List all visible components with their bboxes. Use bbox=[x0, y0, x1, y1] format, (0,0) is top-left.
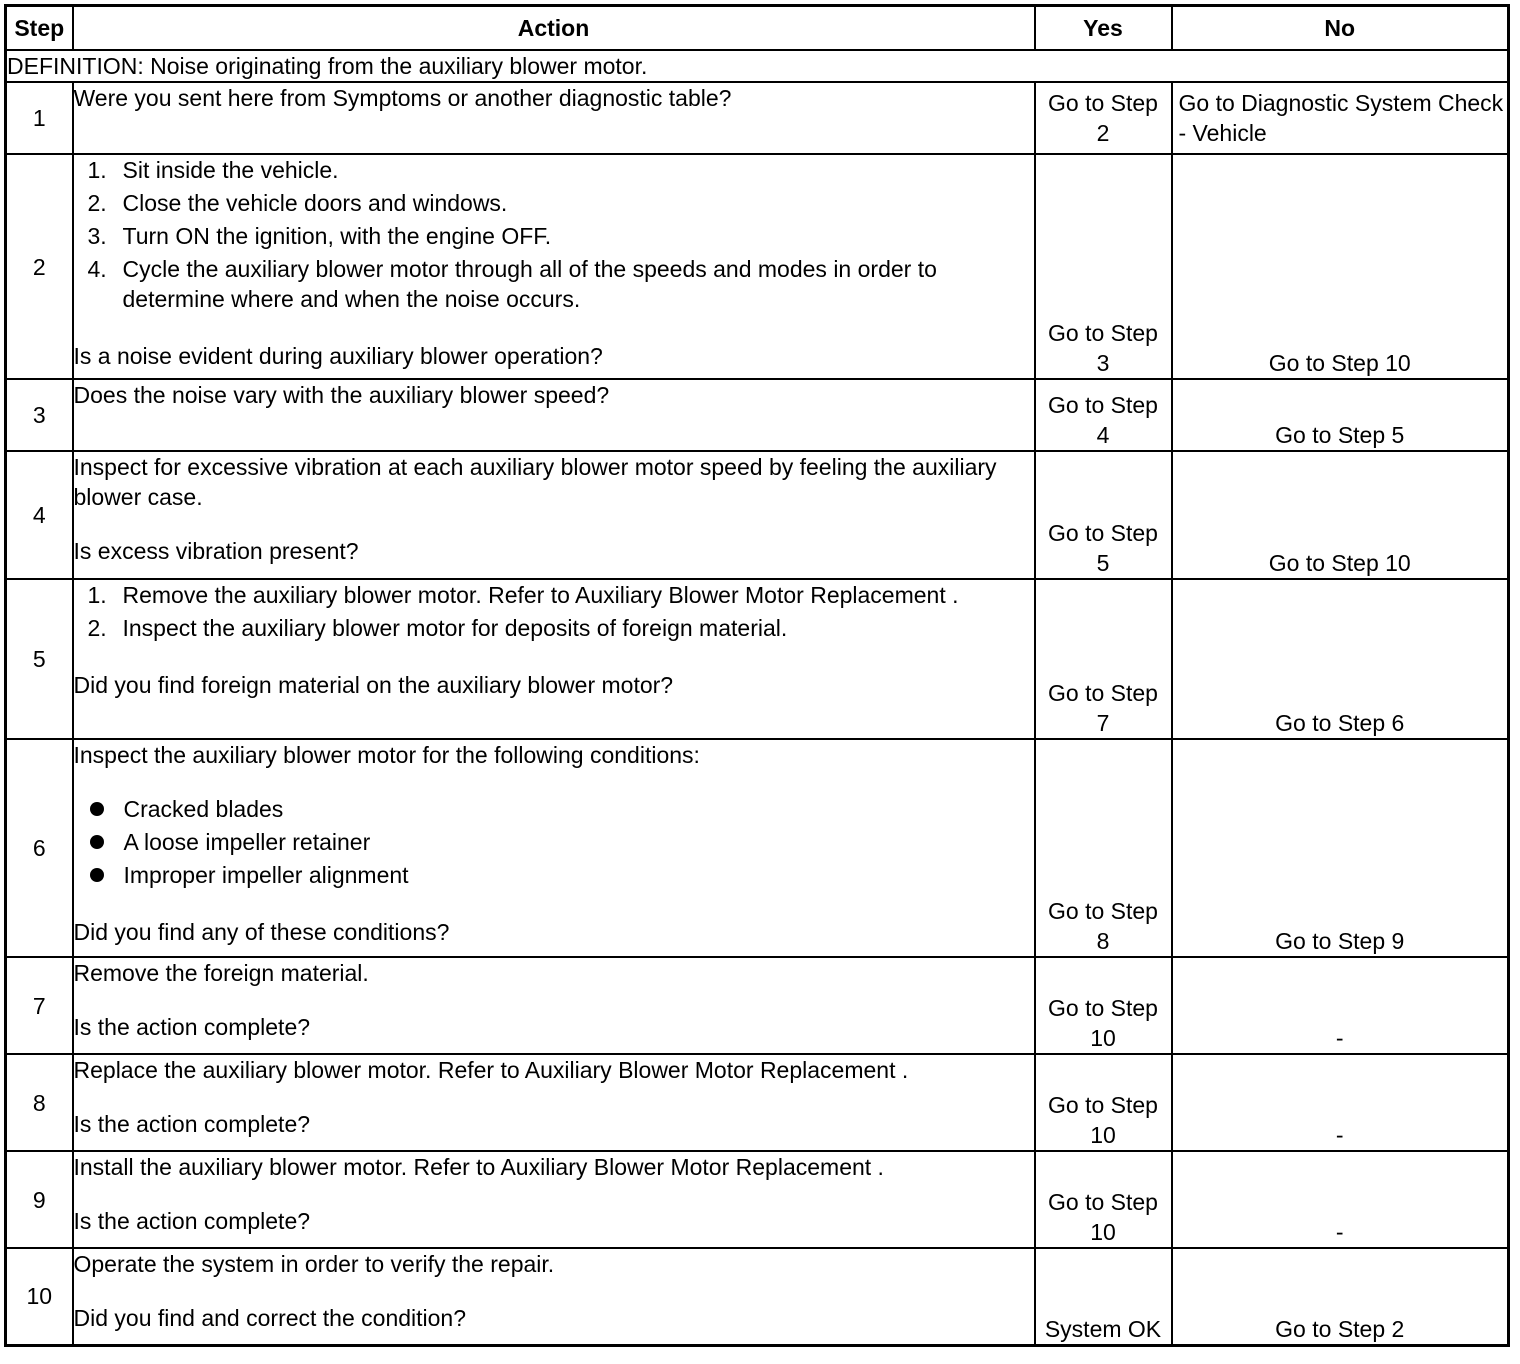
action-text: Install the auxiliary blower motor. Refer to Auxiliary Blower Motor Replacement . bbox=[73, 1154, 884, 1180]
action-cell bbox=[73, 82, 1035, 154]
yes-cell: Go to Step 10 bbox=[1035, 1151, 1172, 1248]
yes-cell: Go to Step 2 bbox=[1035, 82, 1172, 154]
bullet-icon bbox=[90, 802, 104, 816]
yes-cell: Go to Step 5 bbox=[1035, 451, 1172, 579]
bullet-icon bbox=[90, 835, 104, 849]
action-cell bbox=[73, 154, 1035, 379]
header-no: No bbox=[1172, 6, 1509, 51]
list-item: A loose impeller retainer bbox=[90, 827, 1034, 857]
procedure-list bbox=[74, 155, 1034, 314]
action-cell bbox=[73, 739, 1035, 957]
step-number: 2 bbox=[6, 154, 73, 379]
header-action: Action bbox=[73, 6, 1035, 51]
diagnostic-table-frame bbox=[4, 4, 1507, 1359]
diagnostic-table bbox=[4, 4, 1510, 1347]
step-number: 10 bbox=[6, 1248, 73, 1345]
header-yes: Yes bbox=[1035, 6, 1172, 51]
action-text: Operate the system in order to verify the repair. bbox=[73, 1251, 555, 1277]
action-text: Remove the foreign material. bbox=[73, 960, 369, 986]
action-text: Replace the auxiliary blower motor. Refer to Auxiliary Blower Motor Replacement . bbox=[73, 1057, 909, 1083]
action-text: Were you sent here from Symptoms or another diagnostic table? bbox=[73, 85, 732, 111]
step-number: 6 bbox=[6, 739, 73, 957]
list-item: Improper impeller alignment bbox=[90, 860, 1034, 890]
table-row bbox=[6, 957, 1509, 1054]
action-cell bbox=[73, 1054, 1035, 1151]
yes-cell: Go to Step 10 bbox=[1035, 957, 1172, 1054]
action-cell bbox=[73, 1248, 1035, 1345]
yes-cell: Go to Step 7 bbox=[1035, 579, 1172, 739]
action-text: Inspect for excessive vibration at each auxiliary blower motor speed by feeling the auxiliary blower case. bbox=[73, 454, 997, 510]
no-cell: Go to Step 9 bbox=[1172, 739, 1509, 957]
procedure-list bbox=[74, 580, 1034, 643]
table-row bbox=[6, 1151, 1509, 1248]
step-number: 1 bbox=[6, 82, 73, 154]
header-row bbox=[6, 6, 1509, 51]
list-item: 1. Sit inside the vehicle. bbox=[87, 157, 339, 183]
step-number: 9 bbox=[6, 1151, 73, 1248]
table-row bbox=[6, 379, 1509, 451]
no-cell: Go to Step 6 bbox=[1172, 579, 1509, 739]
table-row bbox=[6, 82, 1509, 154]
table-row bbox=[6, 1054, 1509, 1151]
table-row bbox=[6, 154, 1509, 379]
bullet-icon bbox=[90, 868, 104, 882]
yes-cell: System OK bbox=[1035, 1248, 1172, 1345]
action-cell bbox=[73, 957, 1035, 1054]
question-text: Is the action complete? bbox=[73, 1014, 311, 1040]
question-text: Is a noise evident during auxiliary blower operation? bbox=[73, 343, 603, 369]
yes-cell: Go to Step 8 bbox=[1035, 739, 1172, 957]
action-text: Does the noise vary with the auxiliary blower speed? bbox=[73, 382, 610, 408]
step-number: 3 bbox=[6, 379, 73, 451]
header-step: Step bbox=[6, 6, 73, 51]
step-number: 4 bbox=[6, 451, 73, 579]
table-row bbox=[6, 739, 1509, 957]
definition-row bbox=[6, 50, 1509, 82]
no-cell: Go to Step 10 bbox=[1172, 154, 1509, 379]
condition-list bbox=[74, 794, 1034, 890]
table-row bbox=[6, 579, 1509, 739]
step-number: 7 bbox=[6, 957, 73, 1054]
yes-cell: Go to Step 10 bbox=[1035, 1054, 1172, 1151]
no-cell: Go to Step 5 bbox=[1172, 379, 1509, 451]
step-number: 5 bbox=[6, 579, 73, 739]
step-number: 8 bbox=[6, 1054, 73, 1151]
no-cell: Go to Diagnostic System Check - Vehicle bbox=[1172, 82, 1509, 154]
question-text: Did you find any of these conditions? bbox=[73, 919, 450, 945]
definition-text: DEFINITION: Noise originating from the auxiliary blower motor. bbox=[6, 50, 1509, 82]
action-cell bbox=[73, 1151, 1035, 1248]
yes-cell: Go to Step 4 bbox=[1035, 379, 1172, 451]
action-cell bbox=[73, 451, 1035, 579]
no-cell: - bbox=[1172, 1054, 1509, 1151]
question-text: Did you find foreign material on the auxiliary blower motor? bbox=[73, 672, 674, 698]
question-text: Did you find and correct the condition? bbox=[73, 1305, 467, 1331]
question-text: Is excess vibration present? bbox=[73, 538, 359, 564]
no-cell: Go to Step 10 bbox=[1172, 451, 1509, 579]
action-cell bbox=[73, 579, 1035, 739]
no-cell: - bbox=[1172, 957, 1509, 1054]
no-cell: - bbox=[1172, 1151, 1509, 1248]
question-text: Is the action complete? bbox=[73, 1208, 311, 1234]
table-row bbox=[6, 1248, 1509, 1345]
table-row bbox=[6, 451, 1509, 579]
yes-cell: Go to Step 3 bbox=[1035, 154, 1172, 379]
action-cell bbox=[73, 379, 1035, 451]
list-item: 1. Remove the auxiliary blower motor. Refer to Auxiliary Blower Motor Replacement . bbox=[87, 582, 959, 608]
list-item: 4. Cycle the auxiliary blower motor through all of the speeds and modes in order to determine where and when the noise occurs. bbox=[87, 256, 937, 312]
list-item: 3. Turn ON the ignition, with the engine OFF. bbox=[87, 223, 552, 249]
action-text: Inspect the auxiliary blower motor for the following conditions: bbox=[73, 742, 700, 768]
question-text: Is the action complete? bbox=[73, 1111, 311, 1137]
no-cell: Go to Step 2 bbox=[1172, 1248, 1509, 1345]
list-item: 2. Inspect the auxiliary blower motor for deposits of foreign material. bbox=[87, 615, 788, 641]
list-item: Cracked blades bbox=[90, 794, 1034, 824]
list-item: 2. Close the vehicle doors and windows. bbox=[87, 190, 508, 216]
